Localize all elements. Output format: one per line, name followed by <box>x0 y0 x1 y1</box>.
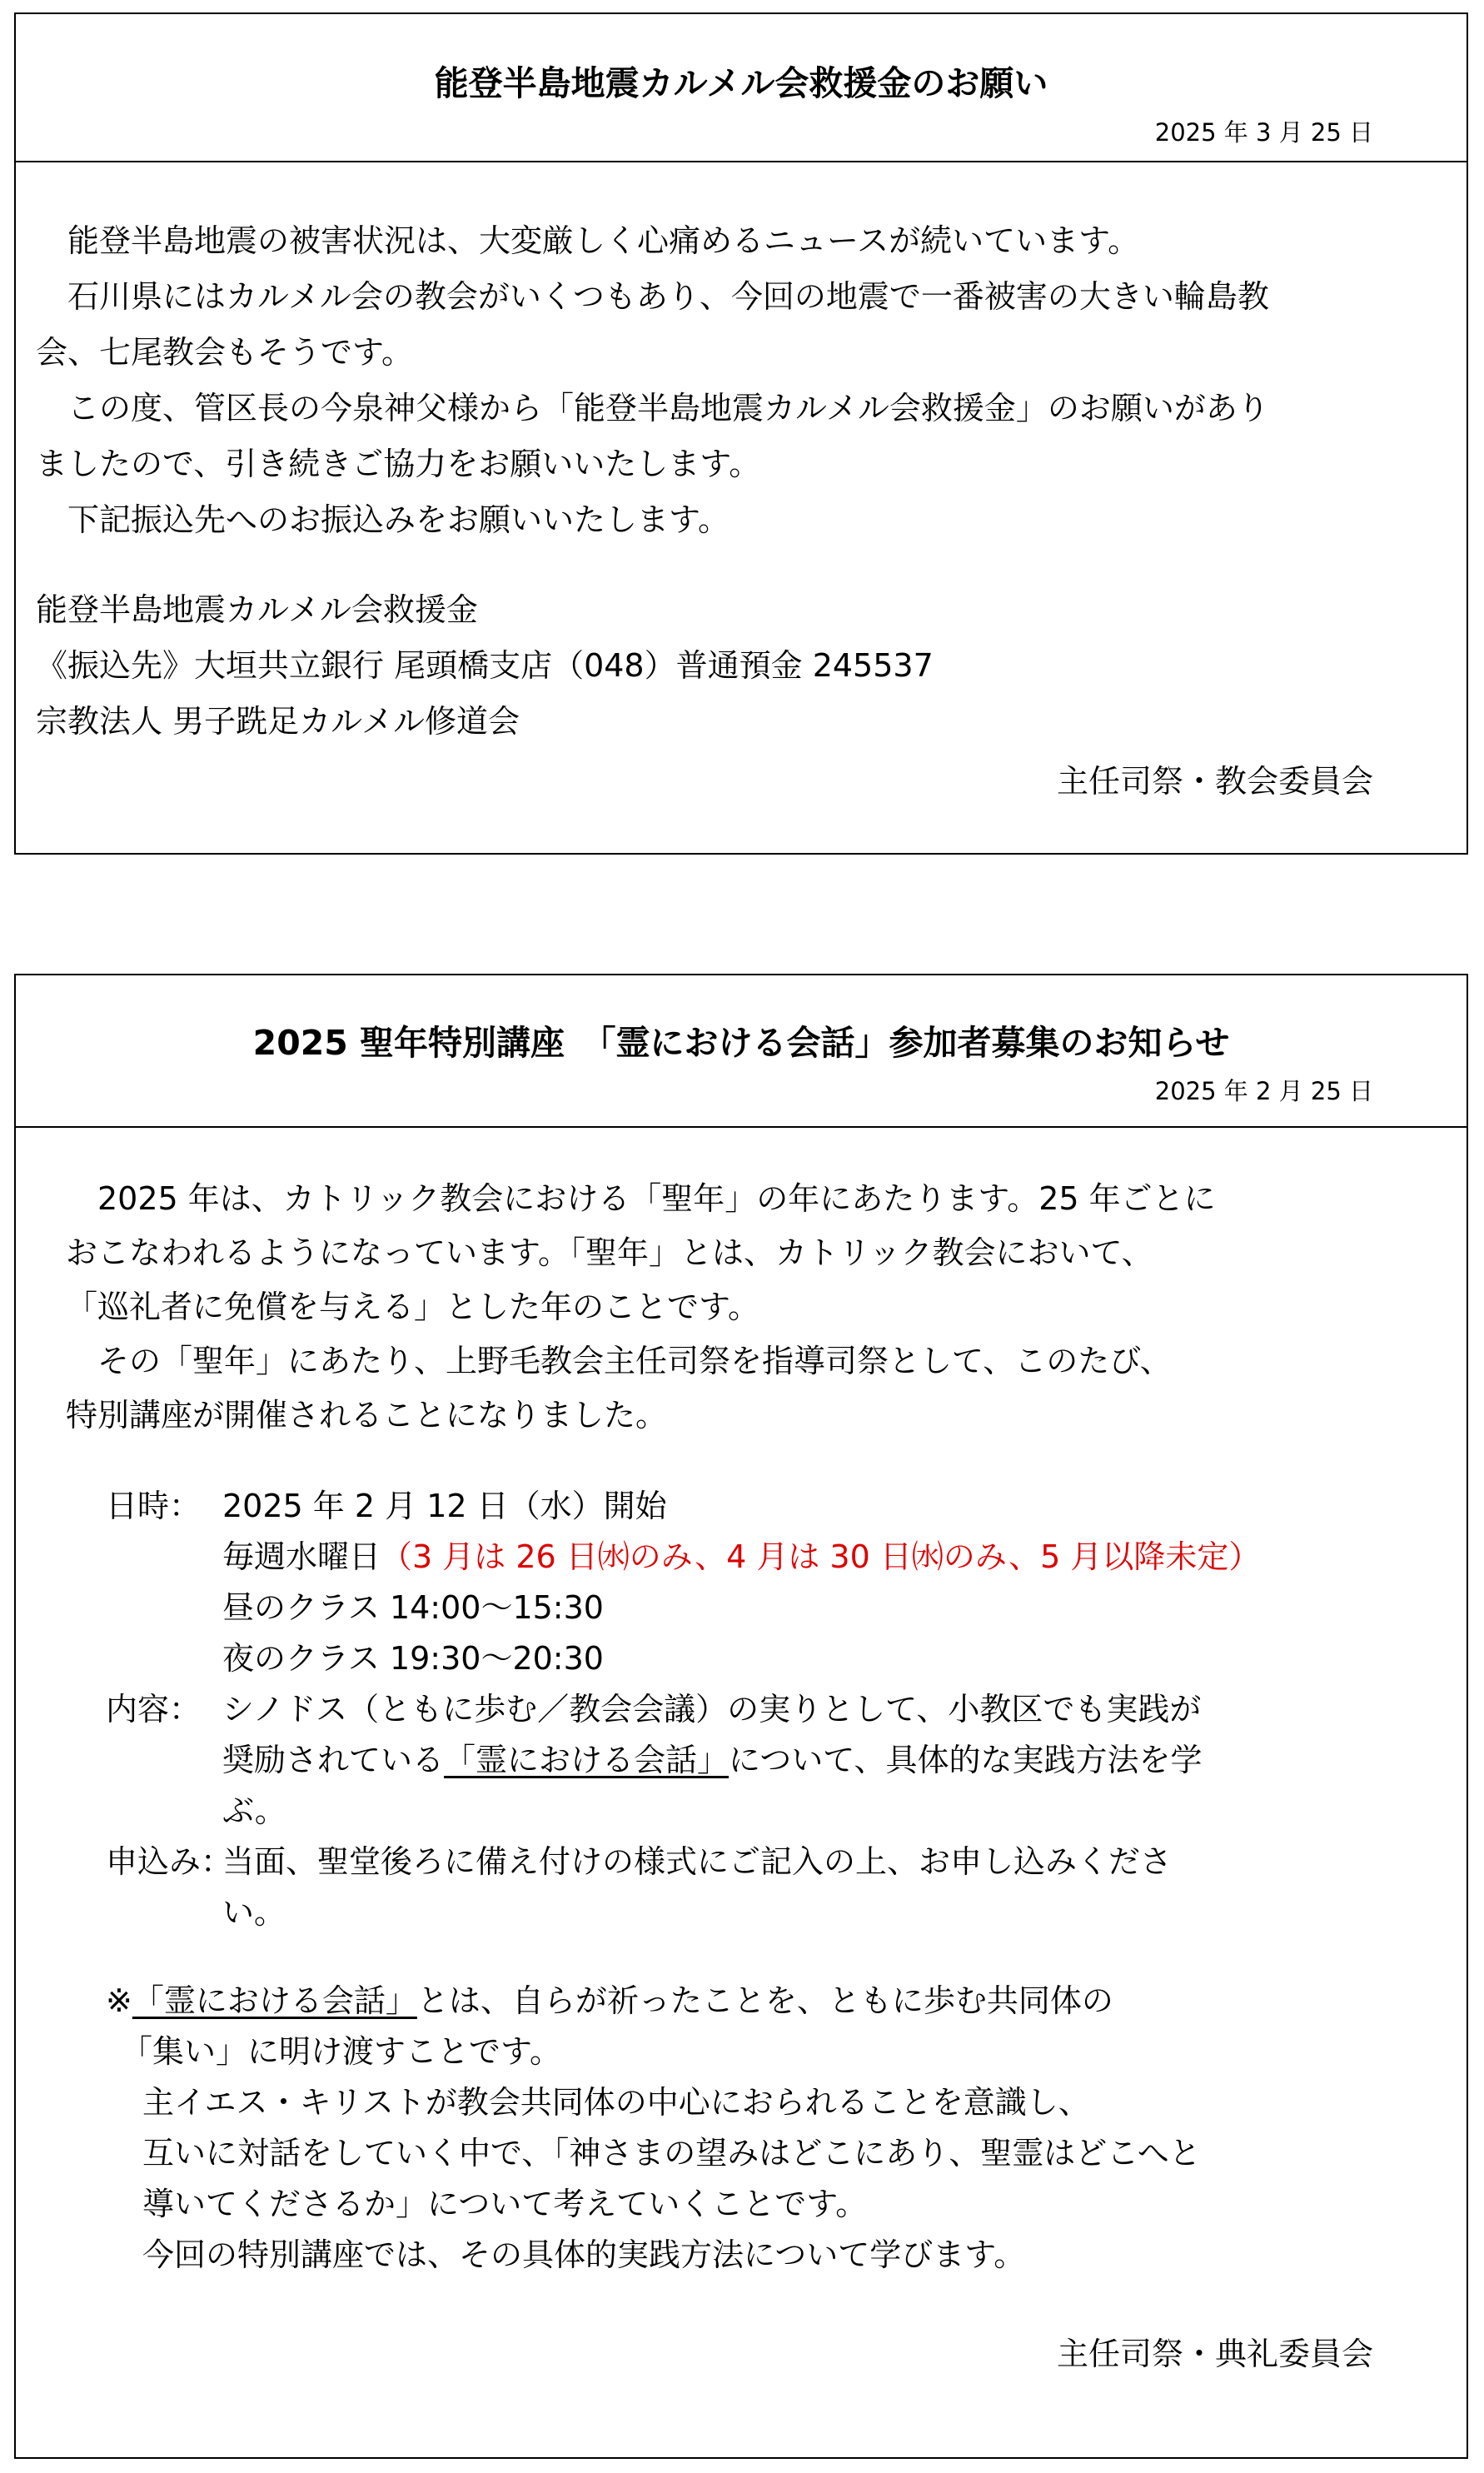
day-class: 昼のクラス 14:00～15:30 <box>222 1589 604 1626</box>
note-line: 「集い」に明け渡すことです。 <box>121 2033 561 2070</box>
datetime-label: 日時： <box>106 1488 202 1524</box>
datetime-value: 2025 年 2 月 12 日（水）開始 <box>222 1488 667 1524</box>
paragraph-line: 会、七尾教会もそうです。 <box>36 334 413 371</box>
intro-line: 「巡礼者に免償を与える」とした年のことです。 <box>66 1289 759 1325</box>
notice-header <box>16 975 1467 1128</box>
paragraph-line: ましたので、引き続きご協力をお願いいたします。 <box>36 446 761 482</box>
night-class: 夜のクラス 19:30～20:30 <box>222 1640 604 1677</box>
content-text: 奨励されている <box>222 1742 445 1778</box>
schedule-weekly <box>222 1537 1260 1577</box>
note-line <box>106 1981 1113 2021</box>
content-text: について、具体的な実践方法を学 <box>729 1742 1203 1778</box>
weekly-label: 毎週水曜日 <box>222 1538 381 1575</box>
paragraph-line: 石川県にはカルメル会の教会がいくつもあり、今回の地震で一番被害の大きい輪島教 <box>36 278 1269 315</box>
notice-jubilee-course <box>14 974 1468 2459</box>
intro-line: おこなわれるようになっています。「聖年」とは、カトリック教会において、 <box>66 1234 1153 1271</box>
note-line: 導いてくださるか」について考えていくことです。 <box>142 2186 868 2222</box>
paragraph-line: 能登半島地震の被害状況は、大変厳しく心痛めるニュースが続いています。 <box>36 222 1140 259</box>
notice-date: 2025 年 3 月 25 日 <box>1154 118 1373 147</box>
notice-date: 2025 年 2 月 25 日 <box>1154 1077 1373 1105</box>
account-holder: 宗教法人 男子跣足カルメル修道会 <box>36 703 520 740</box>
content-line: ぶ。 <box>222 1792 286 1829</box>
note-line: 互いに対話をしていく中で、「神さまの望みはどこにあり、聖霊はどこへと <box>142 2135 1201 2171</box>
notice-title: 2025 聖年特別講座 「霊における会話」参加者募集のお知らせ <box>252 1023 1230 1063</box>
apply-line: 当面、聖堂後ろに備え付けの様式にご記入の上、お申し込みくださ <box>222 1843 1173 1880</box>
underlined-term: 「霊における会話」 <box>444 1742 730 1778</box>
intro-line: 2025 年は、カトリック教会における「聖年」の年にあたります。25 年ごとに <box>66 1180 1216 1217</box>
signature: 主任司祭・典礼委員会 <box>1056 2336 1373 2372</box>
notice-title: 能登半島地震カルメル会救援金のお願い <box>434 63 1048 103</box>
content-line <box>222 1740 1203 1780</box>
apply-line: い。 <box>222 1894 286 1931</box>
intro-line: 特別講座が開催されることになりました。 <box>66 1397 668 1433</box>
note-line: 主イエス・キリストが教会共同体の中心におられることを意識し、 <box>142 2084 1090 2121</box>
fund-name: 能登半島地震カルメル会救援金 <box>36 591 478 628</box>
intro-line: その「聖年」にあたり、上野毛教会主任司祭を指導司祭として、このたび、 <box>66 1343 1172 1379</box>
weekly-note: （3 月は 26 日㈬のみ、4 月は 30 日㈬のみ、5 月以降未定） <box>381 1538 1261 1575</box>
note-line: 今回の特別講座では、その具体的実践方法について学びます。 <box>142 2236 1026 2273</box>
paragraph-line: この度、管区長の今泉神父様から「能登半島地震カルメル会救援金」のお願いがあり <box>36 390 1269 426</box>
notice-relief-fund <box>14 12 1468 855</box>
notice-header <box>16 14 1467 162</box>
signature: 主任司祭・教会委員会 <box>1056 763 1373 800</box>
note-mark: ※ <box>106 1982 132 2019</box>
content-line: シノドス（ともに歩む／教会会議）の実りとして、小教区でも実践が <box>222 1691 1202 1728</box>
transfer-info: 《振込先》大垣共立銀行 尾頭橋支店（048）普通預金 245537 <box>36 647 934 684</box>
content-label: 内容： <box>106 1691 202 1728</box>
apply-label: 申込み： <box>106 1843 233 1880</box>
paragraph-line: 下記振込先へのお振込みをお願いいたします。 <box>36 501 730 538</box>
note-text: とは、自らが祈ったことを、ともに歩む共同体の <box>416 1982 1113 2019</box>
underlined-term: 「霊における会話」 <box>132 1982 417 2019</box>
